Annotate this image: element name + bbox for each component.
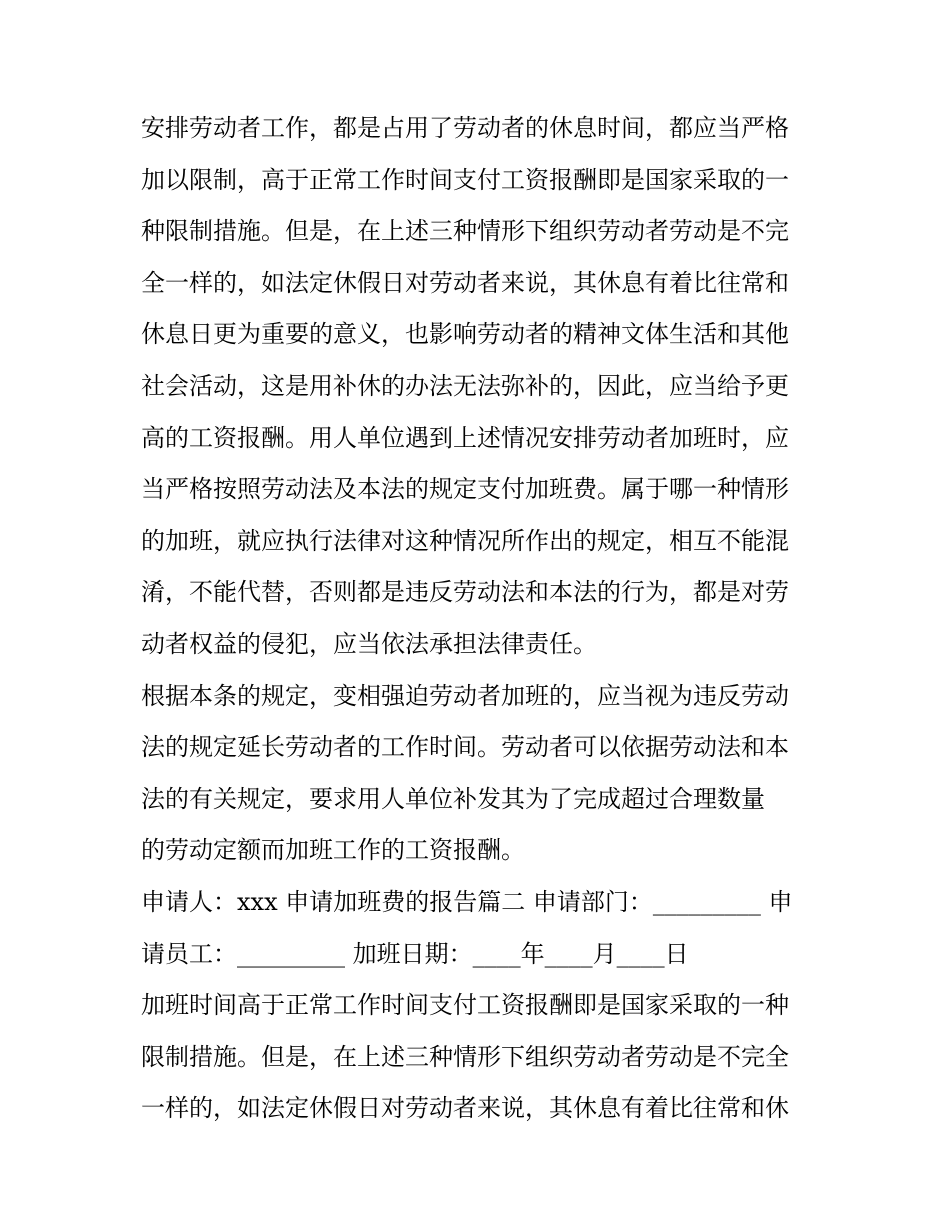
text-line: 的加班，就应执行法律对这种情况所作出的规定，相互不能混 [141, 526, 789, 555]
text-line: 休息日更为重要的意义，也影响劳动者的精神文体生活和其他 [141, 320, 789, 349]
text-line: 社会活动，这是用补休的办法无法弥补的，因此，应当给予更 [141, 371, 789, 400]
text-line: 申请人：xxx 申请加班费的报告篇二 申请部门：_________ 申 [141, 887, 793, 916]
text-line: 限制措施。但是，在上述三种情形下组织劳动者劳动是不完全 [141, 1042, 789, 1071]
text-line: 当严格按照劳动法及本法的规定支付加班费。属于哪一种情形 [141, 475, 789, 504]
text-line: 根据本条的规定，变相强迫劳动者加班的，应当视为违反劳动 [141, 681, 789, 710]
document-body [141, 103, 821, 1135]
text-line: 法的规定延长劳动者的工作时间。劳动者可以依据劳动法和本 [141, 733, 789, 762]
text-line: 的劳动定额而加班工作的工资报酬。 [141, 836, 525, 865]
text-line: 高的工资报酬。用人单位遇到上述情况安排劳动者加班时，应 [141, 423, 789, 452]
text-line: 全一样的，如法定休假日对劳动者来说，其休息有着比往常和 [141, 268, 789, 297]
text-line: 一样的，如法定休假日对劳动者来说，其休息有着比往常和休 [141, 1094, 789, 1123]
text-line: 法的有关规定，要求用人单位补发其为了完成超过合理数量 [141, 784, 765, 813]
text-line: 淆，不能代替，否则都是违反劳动法和本法的行为，都是对劳 [141, 578, 789, 607]
text-line: 请员工：_________ 加班日期：____年____月____日 [141, 939, 689, 968]
text-line: 种限制措施。但是，在上述三种情形下组织劳动者劳动是不完 [141, 217, 789, 246]
text-line: 加以限制，高于正常工作时间支付工资报酬即是国家采取的一 [141, 165, 789, 194]
text-line: 动者权益的侵犯，应当依法承担法律责任。 [141, 629, 597, 658]
text-line: 安排劳动者工作，都是占用了劳动者的休息时间，都应当严格 [141, 114, 789, 142]
text-line: 加班时间高于正常工作时间支付工资报酬即是国家采取的一种 [141, 991, 789, 1020]
